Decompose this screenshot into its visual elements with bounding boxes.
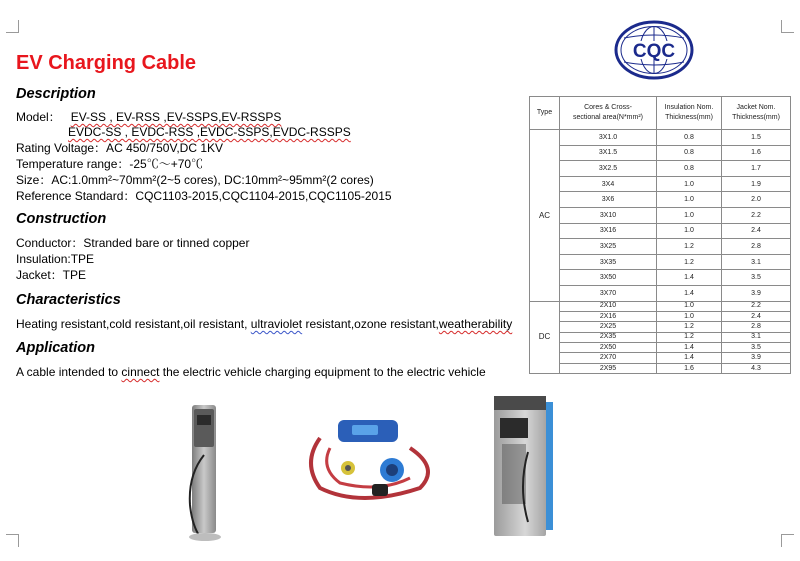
cores-cell: 2X25 (560, 322, 657, 332)
cores-cell: 2X35 (560, 332, 657, 342)
spec-table (529, 96, 791, 374)
cores-cell: 3X2.5 (560, 161, 657, 177)
table-row (530, 239, 791, 255)
jacket-text: Jacket：TPE (16, 268, 87, 282)
jacket-cell: 1.7 (722, 161, 791, 177)
insulation-cell: 1.4 (657, 353, 722, 363)
jacket-cell: 2.4 (722, 311, 791, 321)
table-row (530, 285, 791, 301)
jacket-cell: 2.4 (722, 223, 791, 239)
size-range: Size：AC:1.0mm²~70mm²(2~5 cores), DC:10mm²~95mm²(2 cores) (16, 173, 374, 187)
model-list-1: EV-SS , EV-RSS ,EV-SSPS,EV-RSSPS (70, 110, 282, 124)
jacket-cell: 4.3 (722, 363, 791, 373)
table-row (530, 363, 791, 373)
table-row (530, 145, 791, 161)
cores-cell: 2X10 (560, 301, 657, 311)
table-row (530, 207, 791, 223)
insulation-cell: 0.8 (657, 161, 722, 177)
description-heading: Description (16, 86, 96, 102)
insulation-cell: 1.0 (657, 301, 722, 311)
corner-mark-top-left (6, 20, 19, 33)
insulation-text: Insulation:TPE (16, 252, 95, 266)
table-row (530, 176, 791, 192)
insulation-cell: 1.0 (657, 223, 722, 239)
jacket-cell: 3.9 (722, 353, 791, 363)
cores-cell: 3X50 (560, 270, 657, 286)
insulation-cell: 1.4 (657, 343, 722, 353)
svg-text:CQC: CQC (632, 41, 676, 62)
type-cell: AC (530, 130, 560, 302)
insulation-cell: 1.4 (657, 270, 722, 286)
cores-cell: 3X6 (560, 192, 657, 208)
insulation-cell: 1.2 (657, 239, 722, 255)
table-row (530, 332, 791, 342)
cores-cell: 2X70 (560, 353, 657, 363)
insulation-cell: 1.0 (657, 207, 722, 223)
insulation-cell: 0.8 (657, 145, 722, 161)
jacket-cell: 2.2 (722, 301, 791, 311)
conductor-text: Conductor：Stranded bare or tinned copper (16, 236, 250, 250)
temperature-range: Temperature range：-25℃～+70℃ (16, 157, 204, 171)
cores-cell: 3X1.5 (560, 145, 657, 161)
wallbox-charger-image (180, 395, 232, 545)
jacket-cell: 1.5 (722, 130, 791, 146)
corner-mark-bottom-right (781, 534, 794, 547)
cores-cell: 3X1.0 (560, 130, 657, 146)
insulation-cell: 1.2 (657, 254, 722, 270)
model-label: Model： (16, 110, 61, 124)
corner-mark-bottom-left (6, 534, 19, 547)
reference-standard: Reference Standard：CQC1103-2015,CQC1104-2015,CQC1105-2015 (16, 189, 392, 203)
jacket-cell: 3.9 (722, 285, 791, 301)
page-title: EV Charging Cable (16, 52, 197, 74)
insulation-cell: 1.4 (657, 285, 722, 301)
table-row (530, 270, 791, 286)
header-jacket: Jacket Nom. Thickness(mm) (722, 97, 791, 130)
rating-voltage: Rating Voltage：AC 450/750V,DC 1KV (16, 141, 224, 155)
jacket-cell: 2.2 (722, 207, 791, 223)
table-row (530, 223, 791, 239)
table-row (530, 311, 791, 321)
table-row (530, 192, 791, 208)
cores-cell: 2X50 (560, 343, 657, 353)
header-insulation: Insulation Nom. Thickness(mm) (657, 97, 722, 130)
dc-charging-station-image (488, 392, 558, 542)
jacket-cell: 3.1 (722, 254, 791, 270)
insulation-cell: 1.0 (657, 311, 722, 321)
table-row (530, 130, 791, 146)
table-row (530, 301, 791, 311)
application-heading: Application (16, 340, 95, 356)
insulation-cell: 1.0 (657, 192, 722, 208)
cores-cell: 3X70 (560, 285, 657, 301)
construction-heading: Construction (16, 211, 107, 227)
model-list-2: EVDC-SS , EVDC-RSS ,EVDC-SSPS,EVDC-RSSPS (68, 125, 351, 139)
jacket-cell: 2.8 (722, 322, 791, 332)
characteristics-text: Heating resistant,cold resistant,oil resistant, ultraviolet resistant,ozone resistant,weatherability (16, 317, 513, 331)
cores-cell: 3X4 (560, 176, 657, 192)
table-header-row (530, 97, 791, 130)
insulation-cell: 0.8 (657, 130, 722, 146)
jacket-cell: 3.5 (722, 270, 791, 286)
cores-cell: 3X35 (560, 254, 657, 270)
cqc-logo-icon (612, 20, 696, 80)
insulation-cell: 1.6 (657, 363, 722, 373)
type-cell: DC (530, 301, 560, 374)
model-line (16, 110, 281, 125)
header-cores: Cores & Cross- sectional area(N*mm²) (560, 97, 657, 130)
insulation-cell: 1.2 (657, 332, 722, 342)
table-row (530, 343, 791, 353)
jacket-cell: 3.1 (722, 332, 791, 342)
corner-mark-top-right (781, 20, 794, 33)
table-row (530, 353, 791, 363)
cores-cell: 3X25 (560, 239, 657, 255)
characteristics-heading: Characteristics (16, 292, 121, 308)
header-type: Type (530, 97, 560, 130)
jacket-cell: 3.5 (722, 343, 791, 353)
insulation-cell: 1.0 (657, 176, 722, 192)
table-row (530, 322, 791, 332)
jacket-cell: 1.6 (722, 145, 791, 161)
application-text: A cable intended to cinnect the electric vehicle charging equipment to the electric vehicle (16, 365, 486, 379)
jacket-cell: 2.0 (722, 192, 791, 208)
cores-cell: 3X10 (560, 207, 657, 223)
jacket-cell: 1.9 (722, 176, 791, 192)
table-row (530, 161, 791, 177)
cores-cell: 2X95 (560, 363, 657, 373)
charging-cable-image (300, 408, 440, 508)
jacket-cell: 2.8 (722, 239, 791, 255)
cores-cell: 2X16 (560, 311, 657, 321)
cores-cell: 3X16 (560, 223, 657, 239)
insulation-cell: 1.2 (657, 322, 722, 332)
table-row (530, 254, 791, 270)
